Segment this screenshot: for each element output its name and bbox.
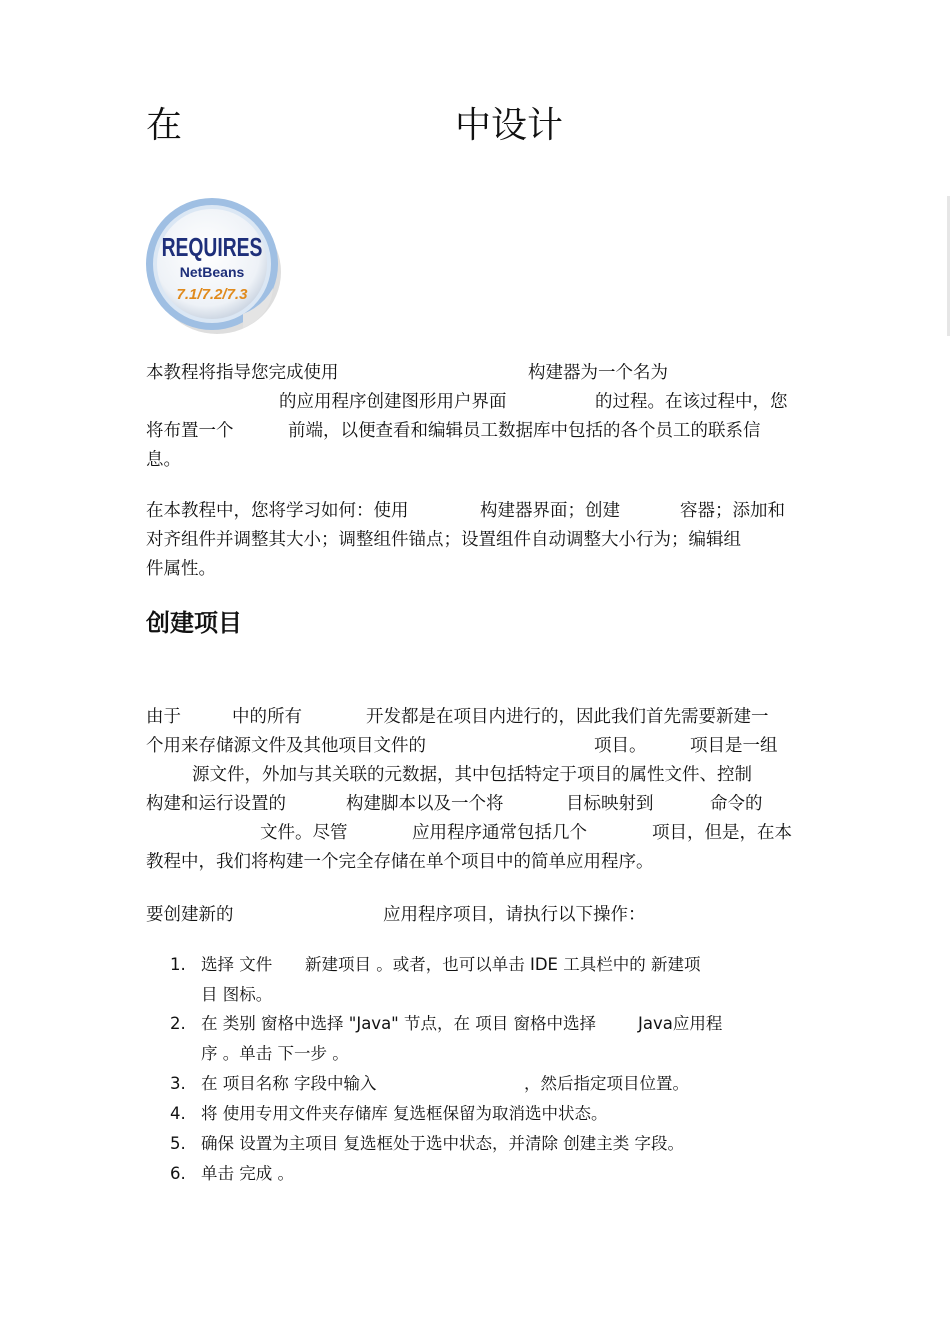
badge-line2: NetBeans	[179, 264, 245, 280]
create-intro-text: 要创建新的	[146, 905, 234, 925]
step-text: 序 。单击 下一步 。	[201, 1043, 349, 1063]
project-text: 源文件，外加与其关联的元数据，其中包括特定于项目的属性文件、控制	[192, 765, 752, 785]
step-text: 在 类别 窗格中选择 "Java" 节点，在 项目 窗格中选择	[201, 1014, 597, 1033]
project-text: 目标映射到	[566, 794, 654, 814]
intro-text: 的应用程序创建图形用户界面	[279, 392, 507, 412]
intro-text: 本教程将指导您完成使用	[146, 363, 339, 383]
step-number: 4.	[170, 1104, 186, 1123]
intro-text: 构建器为一个名为	[528, 363, 668, 383]
project-paragraph	[146, 703, 811, 877]
create-intro-text: 应用程序项目，请执行以下操作：	[383, 905, 646, 925]
learn-text: 件属性。	[146, 559, 216, 579]
step-number: 1.	[170, 955, 186, 974]
learn-paragraph	[146, 497, 811, 584]
project-text: 构建脚本以及一个将	[346, 794, 504, 814]
create-intro	[146, 901, 811, 930]
requires-netbeans-badge	[143, 196, 285, 338]
project-text: 项目，但是，在本	[652, 823, 792, 843]
project-text: 教程中，我们将构建一个完全存储在单个项目中的简单应用程序。	[146, 852, 654, 872]
step-text: 目 图标。	[201, 984, 273, 1004]
badge-line3: 7.1/7.2/7.3	[176, 286, 248, 303]
step-text: 单击 完成 。	[201, 1164, 294, 1183]
learn-text: 在本教程中，您将学习如何：使用	[146, 501, 409, 521]
project-text: 构建和运行设置的	[146, 794, 286, 814]
project-text: 命令的	[710, 794, 763, 814]
project-text: 项目。	[594, 736, 647, 756]
project-text: 中的所有	[232, 707, 302, 727]
project-text: 应用程序通常包括几个	[412, 823, 587, 843]
badge-line1: REQUIRES	[161, 232, 263, 262]
step-text: ，然后指定项目位置。	[524, 1074, 689, 1093]
step-number: 2.	[170, 1014, 186, 1033]
step-number: 3.	[170, 1074, 186, 1093]
intro-paragraph	[146, 359, 811, 475]
project-text: 开发都是在项目内进行的，因此我们首先需要新建一	[366, 707, 769, 727]
page-title-part2: 中设计	[455, 105, 564, 146]
project-text: 项目是一组	[690, 736, 778, 756]
step-text: 将 使用专用文件夹存储库 复选框保留为取消选中状态。	[201, 1104, 608, 1123]
page-title-part1: 在	[146, 105, 183, 146]
learn-text: 构建器界面；创建	[480, 501, 620, 521]
section-heading: 创建项目	[146, 609, 242, 637]
learn-text: 容器；添加和	[680, 501, 785, 521]
project-text: 个用来存储源文件及其他项目文件的	[146, 736, 426, 756]
project-text: 由于	[146, 707, 181, 727]
step-text: 选择 文件	[201, 955, 273, 974]
intro-text: 息。	[146, 450, 181, 470]
step-text: 在 项目名称 字段中输入	[201, 1074, 377, 1093]
step-text: 新建项目 。或者，也可以单击 IDE 工具栏中的 新建项	[305, 955, 701, 974]
step-number: 5.	[170, 1134, 186, 1153]
intro-text: 的过程。在该过程中，您	[595, 392, 788, 412]
step-text: 确保 设置为主项目 复选框处于选中状态，并清除 创建主类 字段。	[201, 1134, 684, 1153]
intro-text: 前端，以便查看和编辑员工数据库中包括的各个员工的联系信	[288, 421, 761, 441]
intro-text: 将布置一个	[146, 421, 234, 441]
step-number: 6.	[170, 1164, 186, 1183]
project-text: 文件。尽管	[260, 823, 348, 843]
step-text: Java应用程	[638, 1014, 723, 1033]
learn-text: 对齐组件并调整其大小；调整组件锚点；设置组件自动调整大小行为；编辑组	[146, 530, 741, 550]
